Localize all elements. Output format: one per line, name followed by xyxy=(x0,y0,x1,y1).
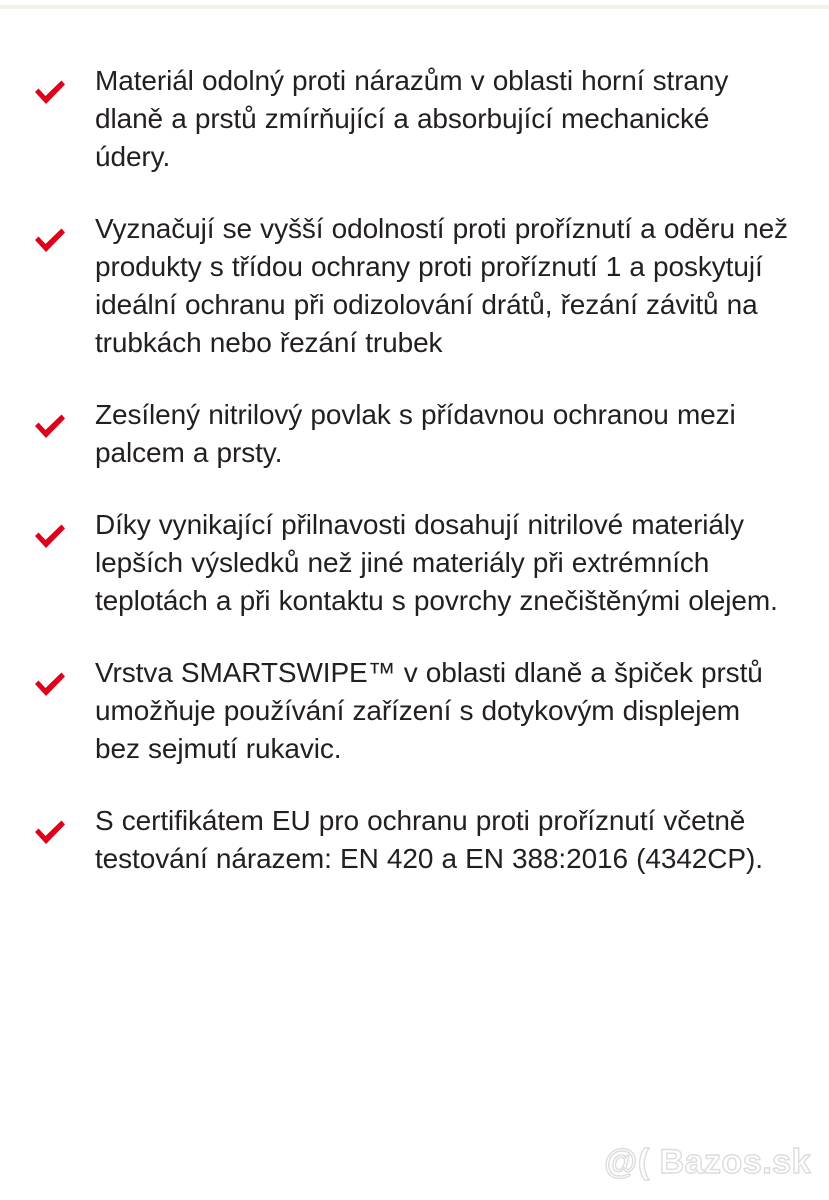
top-divider xyxy=(0,5,829,9)
feature-text: Vrstva SMARTSWIPE™ v oblasti dlaně a špiček prstů umožňuje používání zařízení s dotykovým displejem bez sejmutí rukavic. xyxy=(95,657,763,764)
list-item xyxy=(0,396,829,472)
feature-text: S certifikátem EU pro ochranu proti proříznutí včetně testování nárazem: EN 420 a EN 388:2016 (4342CP). xyxy=(95,805,763,874)
feature-text: Zesílený nitrilový povlak s přídavnou ochranou mezi palcem a prsty. xyxy=(95,399,736,468)
list-item xyxy=(0,802,829,878)
red-check-icon xyxy=(33,522,67,552)
feature-text: Díky vynikající přilnavosti dosahují nitrilové materiály lepších výsledků než jiné materiály při extrémních teplotách a při kontaktu s povrchy znečištěnými olejem. xyxy=(95,509,778,616)
red-check-icon xyxy=(33,226,67,256)
list-item xyxy=(0,62,829,176)
red-check-icon xyxy=(33,412,67,442)
bazos-watermark: @( Bazos.sk xyxy=(604,1143,811,1181)
red-check-icon xyxy=(33,670,67,700)
feature-text: Vyznačují se vyšší odolností proti proříznutí a oděru než produkty s třídou ochrany proti proříznutí 1 a poskytují ideální ochranu při odizolování drátů, řezání závitů na trubkách nebo řezání trubek xyxy=(95,213,788,358)
red-check-icon xyxy=(33,78,67,108)
list-item xyxy=(0,506,829,620)
list-item xyxy=(0,654,829,768)
feature-text: Materiál odolný proti nárazům v oblasti horní strany dlaně a prstů zmírňující a absorbující mechanické údery. xyxy=(95,65,729,172)
list-item xyxy=(0,210,829,362)
red-check-icon xyxy=(33,818,67,848)
feature-list xyxy=(0,62,829,878)
